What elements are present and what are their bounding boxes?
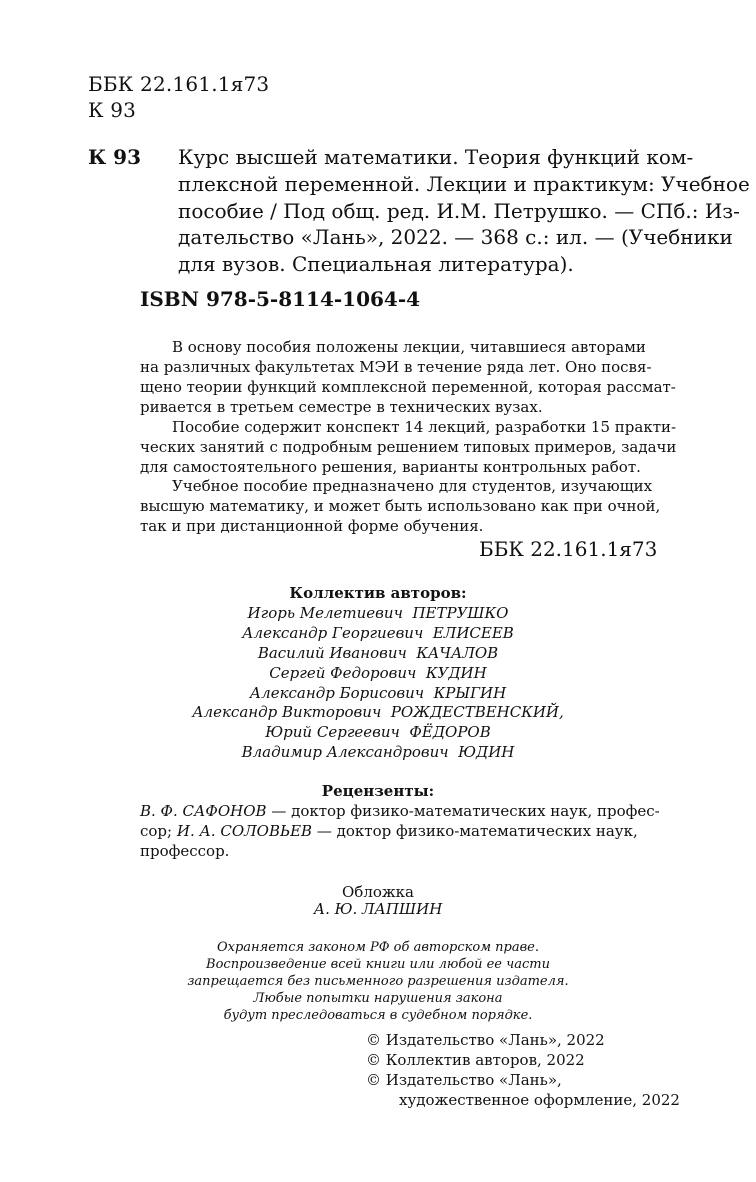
author-entry xyxy=(0,743,756,761)
isbn: ISBN 978-5-8114-1064-4 xyxy=(140,287,421,311)
author-surname: КРЫГИН xyxy=(433,684,507,702)
author-name: Сергей Федорович xyxy=(269,664,417,682)
author-name: Владимир Александрович xyxy=(241,743,449,761)
abstract-line: щено теории функций комплексной переменной, которая рассмат- xyxy=(140,378,676,396)
reviewer-1-title-end: сор; xyxy=(140,822,173,840)
entry-description-line: пособие / Под общ. ред. И.М. Петрушко. — СПб.: Из- xyxy=(178,199,740,223)
reviewer-2-name: И. А. СОЛОВЬЕВ xyxy=(176,822,313,840)
entry-description-line: для вузов. Специальная литература). xyxy=(178,252,574,276)
author-name: Александр Георгиевич xyxy=(242,624,424,642)
abstract-line: ривается в третьем семестре в технических вузах. xyxy=(140,398,543,416)
author-entry xyxy=(0,703,756,721)
author-entry xyxy=(0,604,756,622)
abstract-line: для самостоятельного решения, варианты контрольных работ. xyxy=(140,458,641,476)
author-surname: КАЧАЛОВ xyxy=(416,644,499,662)
abstract-line: на различных факультетах МЭИ в течение ряда лет. Оно посвя- xyxy=(140,358,652,376)
copyright-line: © Коллектив авторов, 2022 xyxy=(366,1051,585,1069)
author-surname: ЮДИН xyxy=(458,743,515,761)
author-surname: ПЕТРУШКО xyxy=(412,604,509,622)
abstract-line: высшую математику, и может быть использовано как при очной, xyxy=(140,497,661,515)
author-surname: РОЖДЕСТВЕНСКИЙ, xyxy=(390,703,564,721)
entry-description-line: дательство «Лань», 2022. — 368 с.: ил. — (Учебники xyxy=(178,225,733,249)
copyright-line: © Издательство «Лань», xyxy=(366,1071,562,1089)
author-name: Александр Викторович xyxy=(192,703,382,721)
copyright-notice-line: Любые попытки нарушения закона xyxy=(253,991,503,1006)
copyright-notice-line: Охраняется законом РФ об авторском праве. xyxy=(217,940,539,955)
cover-artist: А. Ю. ЛАПШИН xyxy=(313,900,443,918)
bbk-code-top: ББК 22.161.1я73 xyxy=(88,72,270,96)
author-name: Юрий Сергеевич xyxy=(265,723,400,741)
author-entry xyxy=(0,644,756,662)
reviewers-heading: Рецензенты: xyxy=(321,782,435,800)
reviewer-1-title: — доктор физико-математических наук, профес- xyxy=(266,802,660,820)
reviewer-2-title: — доктор физико-математических наук, xyxy=(312,822,638,840)
copyright-notice-line: будут преследоваться в судебном порядке. xyxy=(223,1008,533,1023)
author-name: Василий Иванович xyxy=(257,644,407,662)
author-surname: ЕЛИСЕЕВ xyxy=(432,624,514,642)
reviewer-1-name: В. Ф. САФОНОВ xyxy=(140,802,267,820)
author-entry xyxy=(0,723,756,741)
author-surname: КУДИН xyxy=(425,664,487,682)
abstract-line: Пособие содержит конспект 14 лекций, разработки 15 практи- xyxy=(172,418,677,436)
copyright-line: художественное оформление, 2022 xyxy=(399,1091,680,1109)
author-surname: ФЁДОРОВ xyxy=(409,723,491,741)
entry-description-line: Курс высшей математики. Теория функций ком- xyxy=(178,145,694,169)
copyright-line: © Издательство «Лань», 2022 xyxy=(366,1031,605,1049)
abstract-line: В основу пособия положены лекции, читавшиеся авторами xyxy=(172,338,646,356)
authors-heading: Коллектив авторов: xyxy=(289,584,467,602)
entry-description-line: плексной переменной. Лекции и практикум: Учебное xyxy=(178,172,750,196)
reviewer-line-3: профессор. xyxy=(140,842,230,860)
author-name: Игорь Мелетиевич xyxy=(247,604,403,622)
author-name: Александр Борисович xyxy=(249,684,425,702)
abstract-line: Учебное пособие предназначено для студентов, изучающих xyxy=(172,477,653,495)
reviewer-line-2 xyxy=(140,822,638,840)
reviewer-line-1 xyxy=(140,802,660,820)
copyright-notice-line: запрещается без письменного разрешения издателя. xyxy=(187,974,569,989)
abstract-line: так и при дистанционной форме обучения. xyxy=(140,517,484,535)
bbk-code-bottom: ББК 22.161.1я73 xyxy=(479,537,658,561)
copyright-notice-line: Воспроизведение всей книги или любой ее части xyxy=(206,957,550,972)
author-entry xyxy=(0,664,756,682)
cover-label: Обложка xyxy=(341,883,414,901)
author-entry xyxy=(0,624,756,642)
abstract-line: ческих занятий с подробным решением типовых примеров, задачи xyxy=(140,438,677,456)
author-mark-top: К 93 xyxy=(88,98,137,122)
author-entry xyxy=(0,684,756,702)
entry-author-mark: К 93 xyxy=(88,145,141,169)
